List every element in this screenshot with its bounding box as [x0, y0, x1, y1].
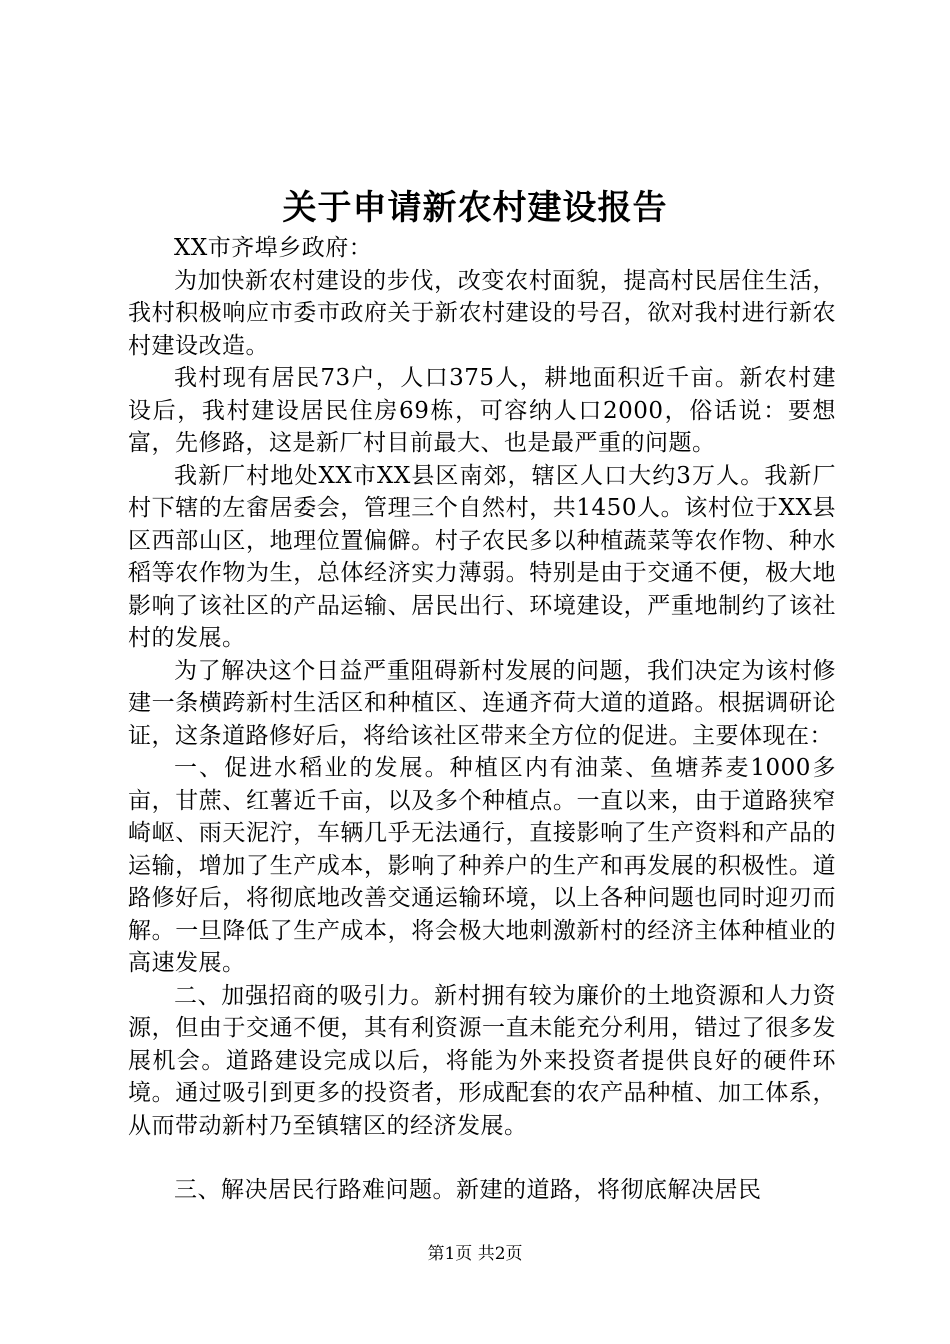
- salutation: XX市齐埠乡政府：: [174, 235, 373, 261]
- document-body: [128, 232, 836, 1207]
- paragraph-point-one: 一、促进水稻业的发展。种植区内有油菜、鱼塘荞麦1000多亩，甘蔗、红薯近千亩，以及多个种植点。一直以来，由于道路狭窄崎岖、雨天泥泞，车辆几乎无法通行，直接影响了生产资料和产品的运输，增加了生产成本，影响了种养户的生产和再发展的积极性。道路修好后，将彻底地改善交通运输环境，以上各种问题也同时迎刃而解。一旦降低了生产成本，将会极大地刺激新村的经济主体种植业的高速发展。: [128, 755, 836, 976]
- page-number: 第1页 共2页: [427, 1244, 523, 1264]
- paragraph-point-two: 二、加强招商的吸引力。新村拥有较为廉价的土地资源和人力资源，但由于交通不便，其有利资源一直未能充分利用，错过了很多发展机会。道路建设完成以后，将能为外来投资者提供良好的硬件环境。通过吸引到更多的投资者，形成配套的农产品种植、加工体系，从而带动新村乃至镇辖区的经济发展。: [128, 982, 836, 1139]
- paragraph-intro: 为加快新农村建设的步伐，改变农村面貌，提高村民居住生活，我村积极响应市委市政府关于新农村建设的号召，欲对我村进行新农村建设改造。: [128, 267, 836, 359]
- paragraph-location: 我新厂村地处XX市XX县区南郊，辖区人口大约3万人。我新厂村下辖的左畲居委会，管理三个自然村，共1450人。该村位于XX县区西部山区，地理位置偏僻。村子农民多以种植蔬菜等农作物、种水稻等农作物为生，总体经济实力薄弱。特别是由于交通不便，极大地影响了该社区的产品运输、居民出行、环境建设，严重地制约了该社村的发展。: [128, 462, 836, 651]
- paragraph-road-plan: 为了解决这个日益严重阻碍新村发展的问题，我们决定为该村修建一条横跨新村生活区和种植区、连通齐荷大道的道路。根据调研论证，这条道路修好后，将给该社区带来全方位的促进。主要体现在：: [128, 657, 836, 749]
- document-title: 关于申请新农村建设报告: [282, 188, 668, 228]
- paragraph-point-three: 三、解决居民行路难问题。新建的道路，将彻底解决居民: [174, 1177, 762, 1203]
- paragraph-population: 我村现有居民73户，人口375人，耕地面积近千亩。新农村建设后，我村建设居民住房69栋，可容纳人口2000，俗话说：要想富，先修路，这是新厂村目前最大、也是最严重的问题。: [128, 365, 836, 456]
